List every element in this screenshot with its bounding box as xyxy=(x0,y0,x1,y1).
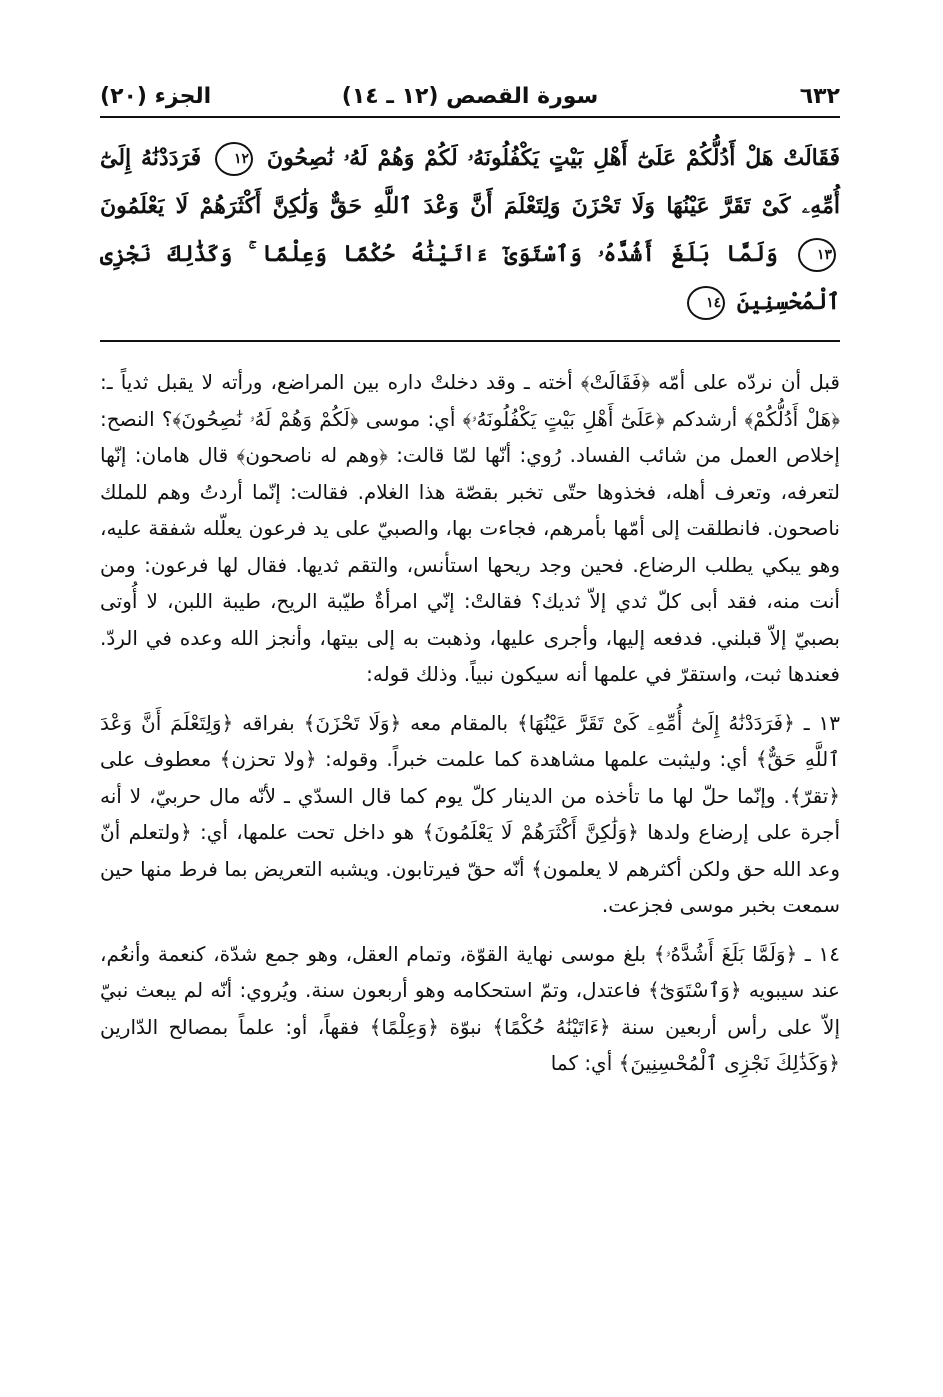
verse-14-text: وَلَمَّا بَلَغَ أَشُدَّهُۥ وَٱسْتَوَىٰٓ ءَاتَيْنَٰهُ حُكْمًا وَعِلْمًا ۚ وَكَذَٰلِكَ نَجْزِى ٱلْمُحْسِنِينَ xyxy=(100,241,840,315)
verse-12-text: فَقَالَتْ هَلْ أَدُلُّكُمْ عَلَىٰٓ أَهْلِ بَيْتٍ يَكْفُلُونَهُۥ لَكُمْ وَهُمْ لَهُۥ نَٰصِحُونَ xyxy=(266,145,840,171)
page-header xyxy=(100,78,840,118)
verse-14-marker: ١٤ xyxy=(687,286,725,320)
verse-13-text: فَرَدَدْنَٰهُ إِلَىٰٓ أُمِّهِۦ كَىْ تَقَرَّ عَيْنُهَا وَلَا تَحْزَنَ وَلِتَعْلَمَ أَنَّ وَعْدَ ٱللَّهِ حَقٌّ وَلَٰكِنَّ أَكْثَرَهُمْ لَا يَعْلَمُونَ xyxy=(100,145,840,219)
book-page xyxy=(100,78,840,1094)
tafsir-commentary xyxy=(100,364,840,1082)
quran-verses-block xyxy=(100,134,840,342)
verse-13-marker: ١٣ xyxy=(798,238,836,272)
juz-label: الجزء (٢٠) xyxy=(100,84,212,109)
commentary-paragraph-1: قبل أن نردّه على أمّه ﴿فَقَالَتْ﴾ أخته ـ وقد دخلتْ داره بين المراضع، ورأته لا يقبل ثدياً ـ: ﴿هَلْ أَدُلُّكُمْ﴾ أرشدكم ﴿عَلَىٰٓ أَهْلِ بَيْتٍ يَكْفُلُونَهُۥ﴾ أي: موسى ﴿لَكُمْ وَهُمْ لَهُۥ نَٰصِحُونَ﴾؟ النصح: إخلاص العمل من شائب الفساد. رُوي: أنّها لمّا قالت: ﴿وهم له ناصحون﴾ قال هامان: إنّها لتعرفه، وتعرف أهله، فخذوها حتّى تخبر بقصّة هذا الغلام. فقالت: إنّما أردتُ وهم للملك ناصحون. فانطلقت إلى أمّها بأمرهم، فجاءت بها، والصبيّ على يد فرعون يعلّله شفقة عليه، وهو يبكي يطلب الرضاع. فحين وجد ريحها استأنس، والتقم ثديها. فقال لها فرعون: ومن أنت منه، فقد أبى كلّ ثدي إلاّ ثديك؟ فقالتْ: إنّي امرأةٌ طيّبة الريح، طيبة اللبن، لا أُوتى بصبيّ إلاّ قبلني. فدفعه إليها، وأجرى عليها، وذهبت به إلى بيتها، وأنجز الله وعده في الردّ. فعندها ثبت، واستقرّ في علمها أنه سيكون نبياً. وذلك قوله: xyxy=(100,370,840,686)
surah-title: سورة القصص (١٢ ـ ١٤) xyxy=(341,84,599,109)
commentary-paragraph-2: ١٣ ـ ﴿فَرَدَدْنَٰهُ إِلَىٰٓ أُمِّهِۦ كَىْ تَقَرَّ عَيْنُهَا﴾ بالمقام معه ﴿وَلَا تَحْزَنَ﴾ بفراقه ﴿وَلِتَعْلَمَ أَنَّ وَعْدَ ٱللَّهِ حَقٌّ﴾ أي: وليثبت علمها مشاهدة كما علمت خبراً. وقوله: ﴿ولا تحزن﴾ معطوف على ﴿تقرّ﴾. وإنّما حلّ لها ما تأخذه من الدينار كلّ يوم كما قال السدّي ـ لأنّه مال حربيّ، لا أنه أجرة على إرضاع ولدها ﴿وَلَٰكِنَّ أَكْثَرَهُمْ لَا يَعْلَمُونَ﴾ هو داخل تحت علمها، أي: ﴿ولتعلم أنّ وعد الله حق ولكن أكثرهم لا يعلمون﴾ أنّه حقّ فيرتابون. ويشبه التعريض بما فرط منها حين سمعت بخبر موسى فجزعت. xyxy=(100,710,840,917)
commentary-paragraph-3: ١٤ ـ ﴿وَلَمَّا بَلَغَ أَشُدَّهُۥ﴾ بلغ موسى نهاية القوّة، وتمام العقل، وهو جمع شدّة، كنعمة وأنعُم، عند سيبويه ﴿وَٱسْتَوَىٰٓ﴾ فاعتدل، وتمّ استحكامه وهو أربعون سنة. ويُروي: أنّه لم يبعث نبيّ إلاّ على رأس أربعين سنة ﴿ءَاتَيْنَٰهُ حُكْمًا﴾ نبوّة ﴿وَعِلْمًا﴾ فقهاً، أو: علماً بمصالح الدّارين ﴿وَكَذَٰلِكَ نَجْزِى ٱلْمُحْسِنِينَ﴾ أي: كما xyxy=(100,941,840,1075)
page-number: ٦٣٢ xyxy=(799,84,840,109)
verse-12-marker: ١٢ xyxy=(215,142,253,176)
